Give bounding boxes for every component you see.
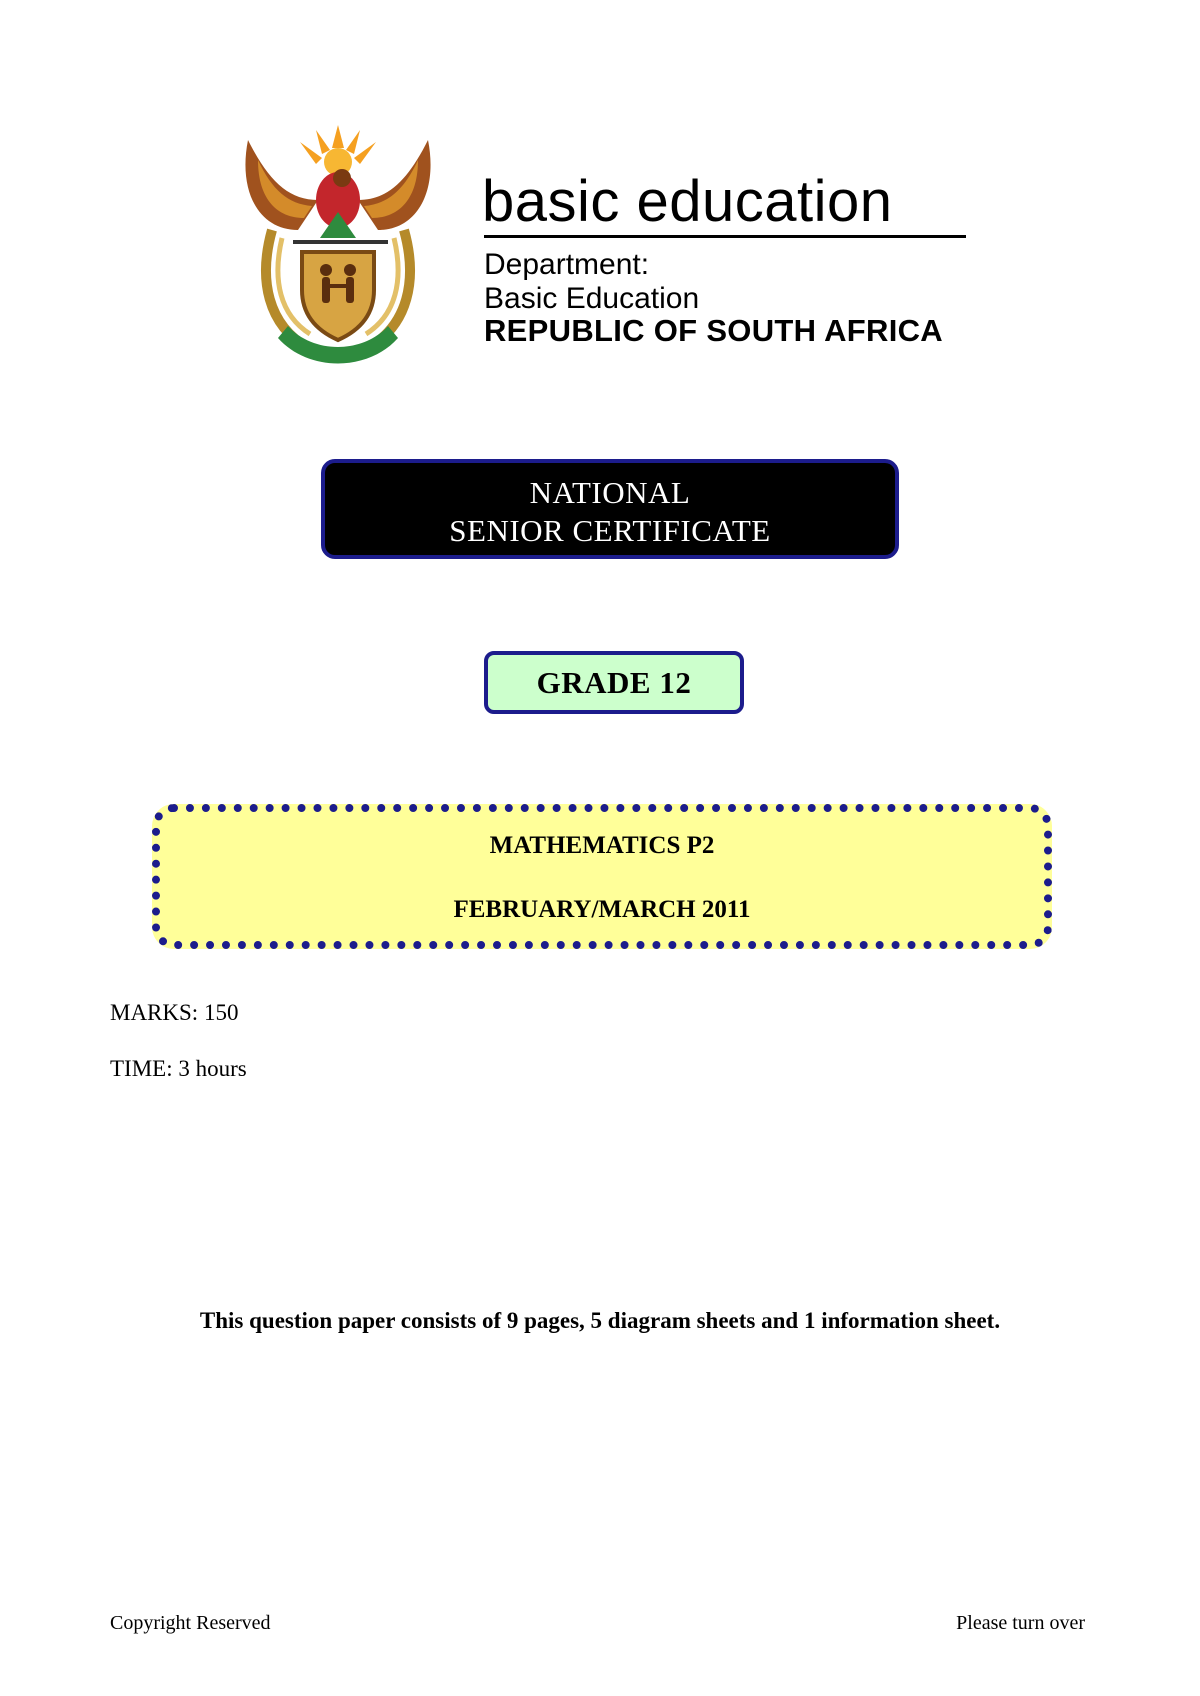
certificate-banner — [321, 459, 899, 559]
footer-copyright: Copyright Reserved — [110, 1612, 271, 1634]
exam-session: FEBRUARY/MARCH 2011 — [453, 896, 751, 923]
coat-of-arms-icon — [238, 120, 438, 370]
department-label: Department: — [484, 248, 650, 281]
subject-box — [152, 804, 1052, 949]
paper-composition-note: This question paper consists of 9 pages, 5 diagram sheets and 1 information sheet. — [199, 1308, 1001, 1333]
footer-turn-over: Please turn over — [956, 1612, 1085, 1634]
country-name: REPUBLIC OF SOUTH AFRICA — [484, 313, 943, 348]
certificate-line-1: NATIONAL — [529, 475, 691, 510]
marks-text: MARKS: 150 — [110, 1000, 239, 1025]
subject-name: MATHEMATICS P2 — [489, 832, 715, 859]
brand-title: basic education — [482, 169, 893, 234]
brand-divider — [484, 235, 966, 238]
grade-badge: GRADE 12 — [484, 651, 744, 714]
certificate-line-2: SENIOR CERTIFICATE — [449, 513, 771, 548]
department-name: Basic Education — [484, 282, 700, 315]
time-text: TIME: 3 hours — [110, 1056, 247, 1081]
